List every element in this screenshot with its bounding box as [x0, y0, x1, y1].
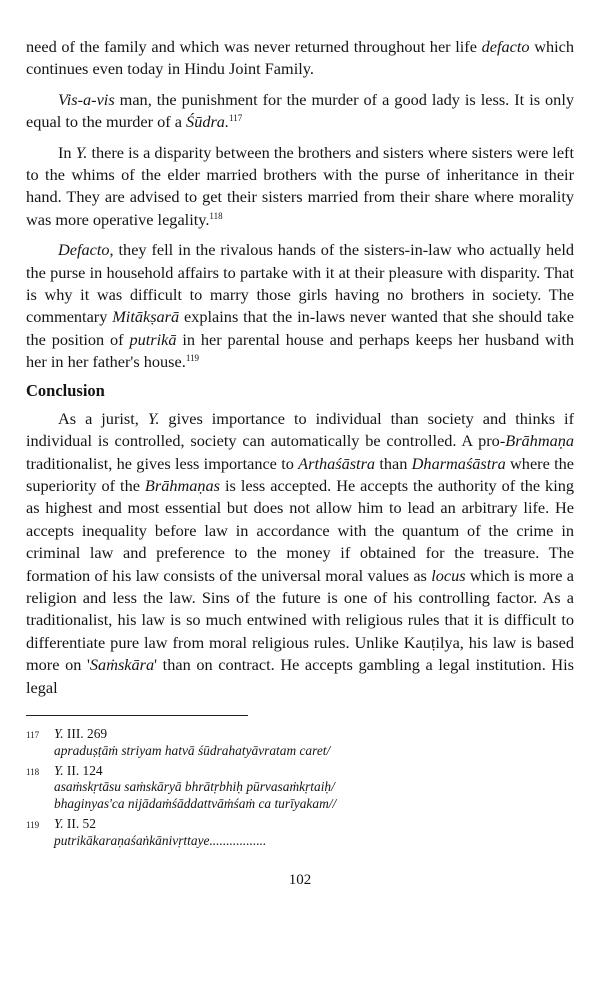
italic-term: Arthaśāstra [298, 453, 376, 473]
italic-term: Vis-a-vis [58, 89, 115, 109]
footnote-verse: asaṁskṛtāsu saṁskāryā bhrātṛbhiḥ pūrvasaṁkṛtaiḥ/ [54, 779, 335, 795]
footnote [26, 763, 574, 813]
footnote-separator [26, 715, 248, 716]
footnote [26, 726, 574, 760]
footnote-number: 118 [26, 766, 40, 777]
page-number: 102 [288, 871, 312, 888]
footnote-body [54, 763, 574, 813]
footnote-reference: Y. II. 52 [54, 815, 96, 831]
footnote-number: 119 [26, 819, 40, 830]
footnote-marker: 118 [209, 210, 223, 221]
body-text [26, 36, 574, 374]
italic-term: Y. [54, 762, 64, 778]
text-run: where the superiority of the [26, 453, 575, 495]
italic-term: Mitākṣarā [112, 307, 180, 327]
section-heading-conclusion: Conclusion [26, 380, 105, 400]
text-run: traditionalist, he gives less importance to [26, 453, 299, 473]
paragraph [26, 89, 574, 134]
text-run: In [58, 142, 76, 162]
text-run: there is a disparity between the brothers and sisters where sisters were left to the whims of the elder married brothers with the purse of inheritance in their hand. They are advised to get their sisters married from their share where morality was more operative legality. [26, 142, 574, 229]
footnote-verse: bhaginyas'ca nijādaṁśāddattvāṁśaṁ ca turīyakam// [54, 796, 337, 812]
footnote-verse: putrikākaraṇaśaṅkānivṛttaye................. [54, 832, 267, 848]
footnote-reference: Y. III. 269 [54, 725, 108, 741]
footnote-verse: apraduṣṭāṁ striyam hatvā śūdrahatyāvratam caret/ [54, 742, 331, 758]
footnote-reference: Y. II. 124 [54, 762, 103, 778]
italic-term: Brāhmaṇas [144, 475, 221, 495]
text-run: gives importance to individual than society and thinks if individual is controlled, society can automatically be controlled. A pro- [26, 408, 574, 451]
footnote-body [54, 726, 574, 760]
text-run: in her parental house and perhaps keeps her husband with her in her father's house. [26, 329, 574, 372]
text-run: which is more a religion and less the law. Sins of the future is one of his controlling factor. As a traditionalist, his law is so much entwined with religious rules that it is difficult to differentiate pure law from moral religious rules. Unlike Kauṭilya, his law is based more on ' [26, 565, 575, 675]
paragraph [26, 36, 574, 81]
text-run: ' than on contract. He accepts gambling a legal institution. His legal [26, 655, 574, 697]
text-run: which continues even today in Hindu Joint Family. [26, 37, 575, 79]
text-run: need of the family and which was never returned throughout her life [26, 37, 482, 56]
footnote-marker: 119 [185, 353, 199, 364]
text-run: man, the punishment for the murder of a good lady is less. It is only equal to the murder of a [26, 89, 574, 132]
italic-term: Śūdra. [186, 112, 230, 132]
italic-term: Defacto [58, 240, 110, 260]
text-run: , they fell in the rivalous hands of the sisters-in-law who actually held the purse in household affairs to partake with it at their pleasure with disparity. That is why it was difficult to marry those girls having no brothers in society. The commentary [26, 240, 574, 327]
italic-term: Brāhmaṇa [505, 431, 574, 451]
italic-term: Y. [75, 142, 88, 162]
text-run: explains that the in-laws never wanted that she should take the position of [26, 307, 574, 349]
text-run: As a jurist, [58, 408, 148, 428]
footnote [26, 816, 574, 850]
footnote-marker: 117 [229, 113, 243, 124]
text-run: than [375, 453, 412, 473]
conclusion-paragraph [26, 408, 574, 699]
italic-term: Dharmaśāstra [411, 453, 506, 473]
paragraph [26, 142, 574, 232]
italic-term: Saṁskāra [89, 655, 155, 675]
italic-term: defacto [481, 37, 530, 56]
footnote-number: 117 [26, 729, 40, 740]
italic-term: Y. [54, 815, 64, 831]
footnote-body [54, 816, 574, 850]
italic-term: Y. [54, 725, 64, 741]
italic-term: locus [431, 565, 466, 585]
italic-term: putrikā [129, 329, 177, 349]
footnotes [26, 726, 574, 850]
paragraph [26, 239, 574, 373]
text-run: is less accepted. He accepts the authority of the king as highest and most essential but does not allow him to lead an arbitrary life. He accepts inequality before law in accordance with the quantum of the crime in criminal law and preference to the money if obtained for the treasure. The formation of his law consists of the universal moral values as [26, 475, 575, 585]
italic-term: Y. [147, 408, 160, 428]
